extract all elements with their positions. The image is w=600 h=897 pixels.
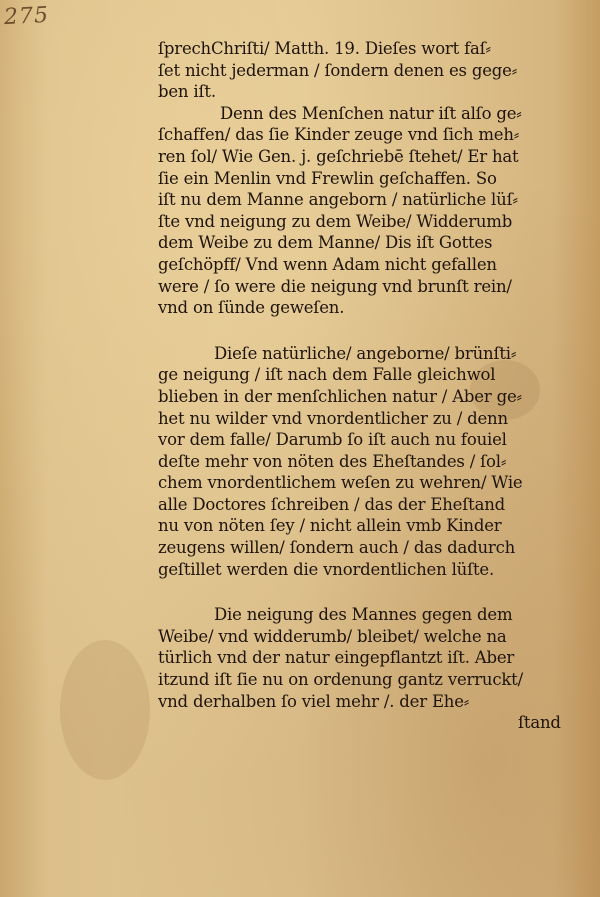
paragraph-start: Denn des Menſchen natur iſt alſo ge⸗ bbox=[220, 103, 522, 123]
text-line: ren ſol/ Wie Gen. j. geſchriebē ſtehet/ Er hat bbox=[158, 146, 519, 166]
text-line: ſet nicht jederman / ſondern denen es gege⸗ bbox=[158, 60, 518, 80]
text-line: ſie ein Menlin vnd Frewlin geſchaffen. So bbox=[158, 168, 497, 188]
text-line: zeugens willen/ ſondern auch / das dadurch bbox=[158, 538, 516, 558]
text-line: geſtillet werden die vnordentlichen lüſte. bbox=[158, 559, 495, 579]
text-line: nu von nöten ſey / nicht allein vmb Kinder bbox=[158, 516, 502, 536]
text-line: vnd derhalben ſo viel mehr /. der Ehe⸗ bbox=[158, 691, 470, 711]
text-line: ge neigung / iſt nach dem Falle gleichwol bbox=[158, 365, 496, 385]
text-line: blieben in der menſchlichen natur / Aber ge⸗ bbox=[158, 386, 522, 406]
text-line: alle Doctores ſchreiben / das der Eheſtand bbox=[158, 494, 506, 514]
text-line: ben iſt. bbox=[158, 82, 216, 102]
paragraph-gap bbox=[158, 319, 573, 343]
paper-stain bbox=[60, 640, 150, 780]
text-line: ſte vnd neigung zu dem Weibe/ Widderumb bbox=[158, 211, 513, 231]
paragraph-gap bbox=[158, 580, 573, 604]
text-line: ſprechChriſti/ Matth. 19. Dieſes wort faſ⸗ bbox=[158, 39, 491, 58]
text-line: itzund iſt ſie nu on ordenung gantz verruckt/ bbox=[158, 670, 523, 690]
page-number: 275 bbox=[3, 2, 50, 31]
text-line: ſchaffen/ das ſie Kinder zeuge vnd ſich meh⸗ bbox=[158, 125, 520, 145]
text-line: vor dem falle/ Darumb ſo iſt auch nu fouiel bbox=[158, 430, 507, 450]
text-line: were / ſo were die neigung vnd brunſt rein/ bbox=[158, 276, 512, 296]
text-line: vnd on ſünde geweſen. bbox=[158, 298, 345, 318]
body-text bbox=[158, 38, 573, 734]
text-line: chem vnordentlichem weſen zu wehren/ Wie bbox=[158, 473, 523, 493]
paragraph-start: Die neigung des Mannes gegen dem bbox=[214, 605, 513, 625]
catchword: ſtand bbox=[518, 713, 561, 733]
text-line: dem Weibe zu dem Manne/ Dis iſt Gottes bbox=[158, 233, 493, 253]
text-line: deſte mehr von nöten des Eheſtandes / ſol⸗ bbox=[158, 451, 507, 471]
text-line: het nu wilder vnd vnordentlicher zu / denn bbox=[158, 408, 508, 428]
paragraph-start: Dieſe natürliche/ angeborne/ brünſti⸗ bbox=[214, 343, 517, 363]
text-line: iſt nu dem Manne angeborn / natürliche lüſ⸗ bbox=[158, 190, 518, 210]
text-line: geſchöpff/ Vnd wenn Adam nicht gefallen bbox=[158, 254, 497, 274]
text-line: Weibe/ vnd widderumb/ bleibet/ welche na bbox=[158, 626, 507, 646]
text-line: türlich vnd der natur eingepflantzt iſt. Aber bbox=[158, 648, 515, 668]
